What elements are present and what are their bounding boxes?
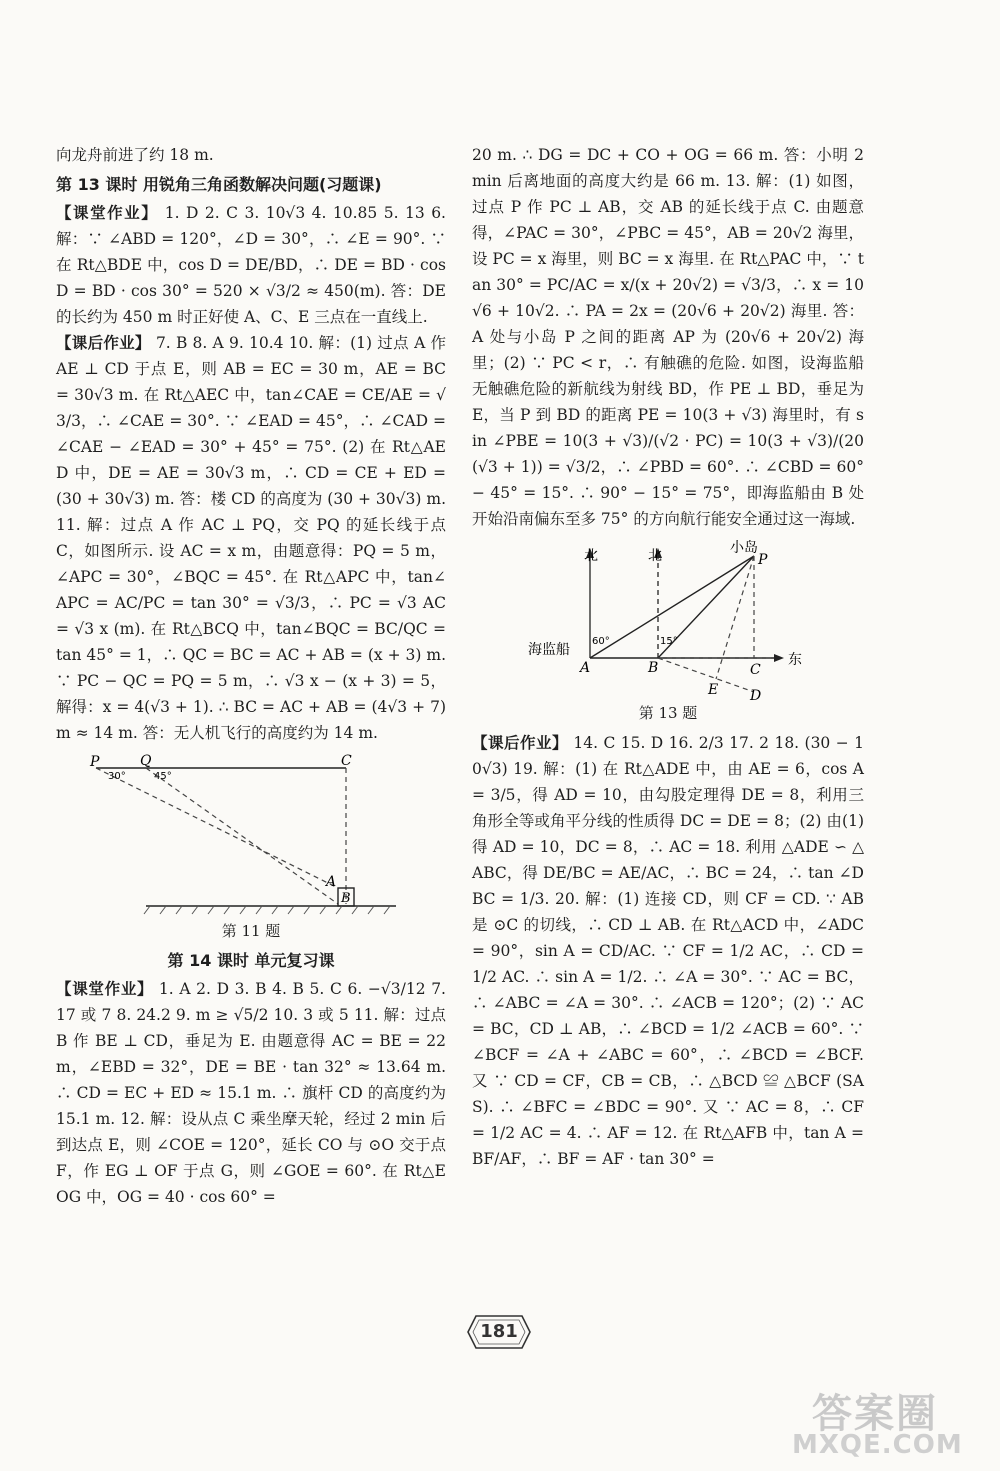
right-column	[472, 142, 864, 1172]
island-label: 小岛	[730, 540, 758, 556]
page-number	[466, 1312, 532, 1352]
watermark	[792, 1382, 992, 1464]
problem-12-13-solution: 20 m. ∴ DG = DC + CO + OG = 66 m. 答：小明 2 min 后离地面的高度大约是 66 m. 13. 解：(1) 如图，过点 P 作 PC ⊥ AB，交 AB 的延长线于点 C. 由题意得，∠PAC = 30°，∠PBC = 45°，AB = 20√2 海里，设 PC = x 海里，则 BC = x 海里. 在 Rt△PAC 中，∵ tan 30° = PC/AC = x/(x + 20√2) = √3/3，∴ x = 10√6 + 10√2. ∴ PA = 2x = (20√6 + 20√2) 海里. 答：A 处与小岛 P 之间的距离 AP 为 (20√6 + 20√2) 海里；(2) ∵ PC < r，∴ 有触礁的危险. 如图，设海监船无触礁危险的新航线为射线 BD，作 PE ⊥ BD，垂足为 E，当 P 到 BD 的距离 PE = 10(3 + √3) 海里时，有 sin ∠PBE = 10(3 + √3)/(√2 · PC) = 10(3 + √3)/(20(√3 + 1)) = √3/2，∴ ∠PBD = 60°. ∴ ∠CBD = 60° − 45° = 15°. ∴ 90° − 15° = 75°，即海监船由 B 处开始沿南偏东至多 75° 的方向航行能安全通过这一海域.	[472, 146, 864, 528]
watermark-url: MXQE.COM	[792, 1430, 963, 1460]
homework-answers-right-text: 14. C 15. D 16. 2/3 17. 2 18. (30 − 10√3) 19. 解：(1) 在 Rt△ADE 中，由 AE = 6，cos A = 3/5，得 AD = 10，由勾股定理得 DE = 8，利用三角形全等或角平分线的性质得 DC = DE = 8；(2) 由(1)得 AD = 10，DC = 8，∴ AC = 18. 利用 △ADE ∽ △ABC，得 DE/BC = AE/AC，∴ BC = 24，∴ tan ∠DBC = 1/3. 20. 解：(1) 连接 CD，则 CF = CD. ∵ AB 是 ⊙C 的切线，∴ CD ⊥ AB. 在 Rt△ACD 中，∠ADC = 90°，sin A = CD/AC. ∵ CF = 1/2 AC，∴ CD = 1/2 AC. ∴ sin A = 1/2. ∴ ∠A = 30°. ∵ AC = BC，∴ ∠ABC = ∠A = 30°. ∴ ∠ACB = 120°；(2) ∵ AC = BC，CD ⊥ AB，∴ ∠BCD = 1/2 ∠ACB = 60°. ∵ ∠BCF = ∠A + ∠ABC = 60°，∴ ∠BCD = ∠BCF. 又 ∵ CD = CF，CB = CB，∴ △BCD ≌ △BCF (SAS). ∴ ∠BFC = ∠BDC = 90°. 又 ∵ AC = 8，∴ CF = 1/2 AC = 4. ∴ AF = 12. 在 Rt△AFB 中，tan A = BF/AF，∴ BF = AF · tan 30° =	[472, 734, 864, 1168]
figure-11	[56, 754, 446, 944]
label-c: C	[750, 662, 761, 678]
classwork-tag: 【课堂作业】	[56, 204, 159, 222]
lesson14-title: 第 14 课时 单元复习课	[167, 951, 335, 970]
label-a: A	[580, 660, 591, 676]
label-p: P	[90, 754, 100, 770]
east-label: 东	[788, 652, 802, 668]
lesson13-classwork	[56, 200, 446, 330]
label-p: P	[758, 552, 768, 568]
figure-11-diagram	[56, 754, 446, 918]
homework-answers-right	[472, 730, 864, 1172]
angle-60: 60°	[592, 636, 610, 647]
label-b: B	[648, 660, 659, 676]
label-a: A	[326, 874, 337, 890]
line-qb	[146, 768, 338, 904]
north-label-1: 北	[584, 548, 598, 564]
homework-tag: 【课后作业】	[56, 334, 151, 352]
homework-answers: 7. B 8. A 9. 10.4 10. 解：(1) 过点 A 作 AE ⊥ CD 于点 E，则 AB = EC = 30 m，AE = BC = 30√3 m. 在 Rt△AEC 中，tan∠CAE = CE/AE = √3/3，∴ ∠CAE = 30°. ∵ ∠EAD = 45°，∴ ∠CAD = ∠CAE − ∠EAD = 30° + 45° = 75°. (2) 在 Rt△AED 中，DE = AE = 30√3 m，∴ CD = CE + ED = (30 + 30√3) m. 答：楼 CD 的高度为 (30 + 30√3) m. 11. 解：过点 A 作 AC ⊥ PQ，交 PQ 的延长线于点 C，如图所示. 设 AC = x m，由题意得：PQ = 5 m，∠APC = 30°，∠BQC = 45°. 在 Rt△APC 中，tan∠APC = AC/PC = tan 30° = √3/3，∴ PC = √3 AC = √3 x (m). 在 Rt△BCQ 中，tan∠BQC = BC/QC = tan 45° = 1，∴ QC = BC = AC + AB = (x + 3) m. ∵ PC − QC = PQ = 5 m，∴ √3 x − (x + 3) = 5，解得：x = 4(√3 + 1). ∴ BC = AC + AB = (4√3 + 7) m ≈ 14 m. 答：无人机飞行的高度约为 14 m.	[56, 334, 446, 742]
classwork-answers: 1. D 2. C 3. 10√3 4. 10.85 5. 13 6. 解：∵ ∠ABD = 120°，∠D = 30°，∴ ∠E = 90°. ∵ 在 Rt△BDE 中，cos D = DE/BD，∴ DE = BD · cos D = BD · cos 30° = 520 × √3/2 ≈ 450(m). 答：DE 的长约为 450 m 时正好使 A、C、E 三点在一直线上.	[56, 204, 446, 326]
watermark-logo: 答案圈	[812, 1391, 938, 1437]
label-c: C	[341, 754, 352, 769]
label-e: E	[708, 682, 719, 698]
line-pa	[96, 768, 338, 888]
lesson13-homework	[56, 330, 446, 746]
page-number-text: 181	[480, 1321, 518, 1342]
angle-30: 30°	[108, 771, 126, 782]
classwork-tag-14: 【课堂作业】	[56, 980, 154, 998]
line-bd	[658, 658, 754, 692]
figure-13	[472, 540, 864, 726]
north-label-2: 北	[648, 548, 662, 564]
label-b: B	[341, 891, 351, 906]
classwork-answers-14: 1. A 2. D 3. B 4. B 5. C 6. −√3/12 7. 17 或 7 8. 24.2 9. m ≥ √5/2 10. 3 或 5 11. 解：过点 B 作 BE ⊥ CD，垂足为 E. 由题意得 AC = BE = 22 m，∠EBD = 32°，DE = BE · tan 32° ≈ 13.64 m. ∴ CD = EC + ED ≈ 15.1 m. ∴ 旗杆 CD 的高度约为 15.1 m. 12. 解：设从点 C 乘坐摩天轮，经过 2 min 后到达点 E，则 ∠COE = 120°，延长 CO 与 ⊙O 交于点 F，作 EG ⊥ OF 于点 G，则 ∠GOE = 60°. 在 Rt△EOG 中，OG = 40 · cos 60° =	[56, 980, 446, 1206]
figure-13-caption: 第 13 题	[638, 704, 698, 722]
label-d: D	[750, 688, 762, 700]
figure-11-caption: 第 11 题	[221, 922, 281, 940]
left-column	[56, 142, 446, 1210]
figure-13-diagram	[472, 540, 864, 700]
angle-45: 45°	[154, 771, 172, 782]
line-pe	[716, 556, 754, 679]
lesson13-title: 第 13 课时 用锐角三角函数解决问题(习题课)	[56, 175, 382, 194]
intro-line: 向龙舟前进了约 18 m.	[56, 146, 214, 164]
lesson14-classwork	[56, 976, 446, 1210]
label-q: Q	[140, 754, 152, 769]
angle-15: 15°	[660, 636, 678, 647]
homework-tag-right: 【课后作业】	[472, 734, 568, 752]
ship-label: 海监船	[528, 642, 570, 658]
